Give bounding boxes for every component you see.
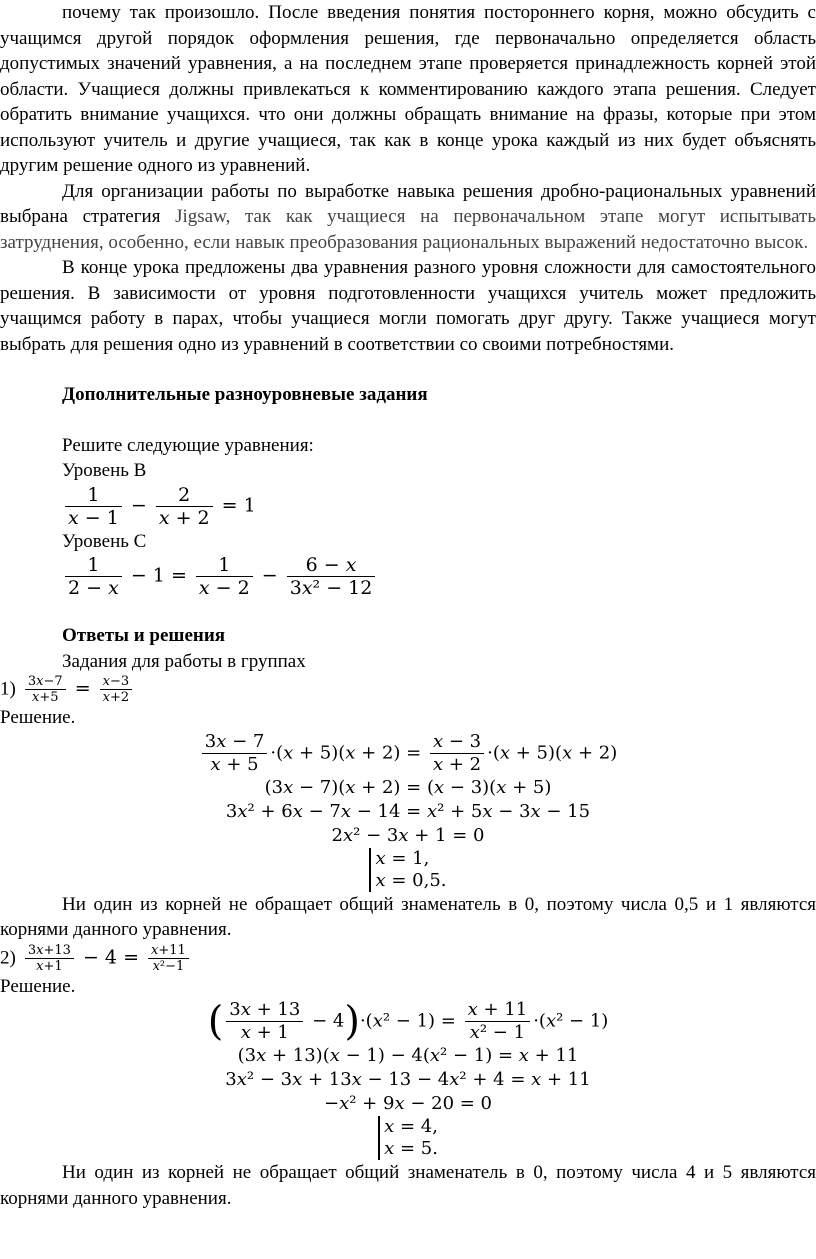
task-2-step-4: −x² + 9x − 20 = 0	[323, 1093, 493, 1114]
level-b-equation: $\frac{1}{x - 1}$ − $\frac{2}{x + 2}$ = 1	[0, 484, 816, 529]
extra-tasks-heading: Дополнительные разноуровневые задания	[62, 384, 428, 405]
intro-paragraph-3: В конце урока предложены два уравнения разного уровня сложности для самостоятельного решения. В зависимости от уровня подготовленности учащихся учитель может предложить учащимся работу в парах, чтобы учащиеся могли помогать друг другу. Также учащиеся могут выбрать для решения одно из уравнений в соответствии со своими потребностями.	[0, 257, 816, 355]
task-2-statement: 2) $\frac{3x+13}{x+1}$ − 4 = $\frac{x+11}{\text{x²−1}}$	[0, 943, 816, 974]
level-b-label: Уровень В	[62, 460, 147, 481]
task-2-solution	[0, 999, 816, 1160]
task-2-step-3: 3x² − 3x + 13x − 13 − 4x² + 4 = x + 11	[225, 1069, 591, 1090]
intro-paragraph-2-end: Jigsaw, так как учащиеся на первоначальном этапе могут испытывать затруднения, особенно, если навык преобразования рациональных выражений недостаточно высок.	[0, 206, 816, 253]
answers-subheading: Задания для работы в группах	[62, 650, 306, 672]
task-2-solution-label: Решение.	[0, 975, 76, 997]
task-2-step-2: (3x + 13)(x − 1) − 4(x² − 1) = x + 11	[237, 1045, 579, 1066]
task-1-solution	[0, 731, 816, 892]
level-c-label: Уровень С	[62, 530, 147, 552]
task-2-number: 2)	[0, 947, 16, 968]
task-2-roots: x = 4, x = 5.	[0, 1116, 816, 1160]
task-1-number: 1)	[0, 678, 16, 700]
intro-paragraph-1: почему так произошло. После введения понятия постороннего корня, можно обсудить с учащимся другой порядок оформления решения, где первоначально определяется область допустимых значений уравнения, а на последнем этапе проверяется принадлежность корней этой области. Учащиеся должны привлекаться к комментированию каждого этапа решения. Следует обратить внимание учащихся. что они должны обращать внимание на фразы, которые при этом используют учитель и другие учащиеся, так как в конце урока каждый из них будет объяснять другим решение одного из уравнений.	[0, 2, 816, 176]
task-1-conclusion: Ни один из корней не обращает общий знаменатель в 0, поэтому числа 0,5 и 1 являются корнями данного уравнения.	[0, 893, 816, 940]
level-c-equation: $\frac{1}{2 - x}$ − 1 = $\frac{1}{x - 2}$ − $\frac{6 - x}{\text{3x² − 12}}$	[0, 554, 816, 599]
answers-heading: Ответы и решения	[62, 625, 226, 646]
task-2-step-1: ( $\frac{3x + 13}{x + 1}$ − 4)·(x² − 1) = $\frac{x + 11}{\text{x² − 1}}$ ·(x² − 1)	[207, 998, 609, 1045]
task-1-solution-label: Решение.	[0, 707, 76, 728]
task-1-step-1: $\frac{3x - 7}{x + 5}$ ·(x + 5)(x + 2) = $\frac{x - 3}{x + 2}$ ·(x + 5)(x + 2)	[0, 731, 816, 776]
task-1-step-3: 3x² + 6x − 7x − 14 = x² + 5x − 3x − 15	[225, 800, 591, 822]
task-2-conclusion: Ни один из корней не обращает общий знаменатель в 0, поэтому числа 4 и 5 являются корнями данного уравнения.	[0, 1162, 816, 1209]
intro-paragraph-2-start: Для организации работы по выработке навыка решения дробно-рациональных уравнений выбрана стратегия	[0, 180, 816, 227]
extra-instruction: Решите следующие уравнения:	[62, 434, 314, 456]
task-1-step-4: 2x² − 3x + 1 = 0	[331, 824, 485, 846]
task-1-step-2: (3x − 7)(x + 2) = (x − 3)(x + 5)	[264, 776, 552, 798]
task-1-statement: 1) $\frac{3x-7}{x+5}$ = $\frac{x-3}{x+2}$	[0, 674, 816, 705]
task-1-roots: x = 1, x = 0,5.	[0, 848, 816, 892]
intro-paragraph-2	[0, 179, 816, 256]
